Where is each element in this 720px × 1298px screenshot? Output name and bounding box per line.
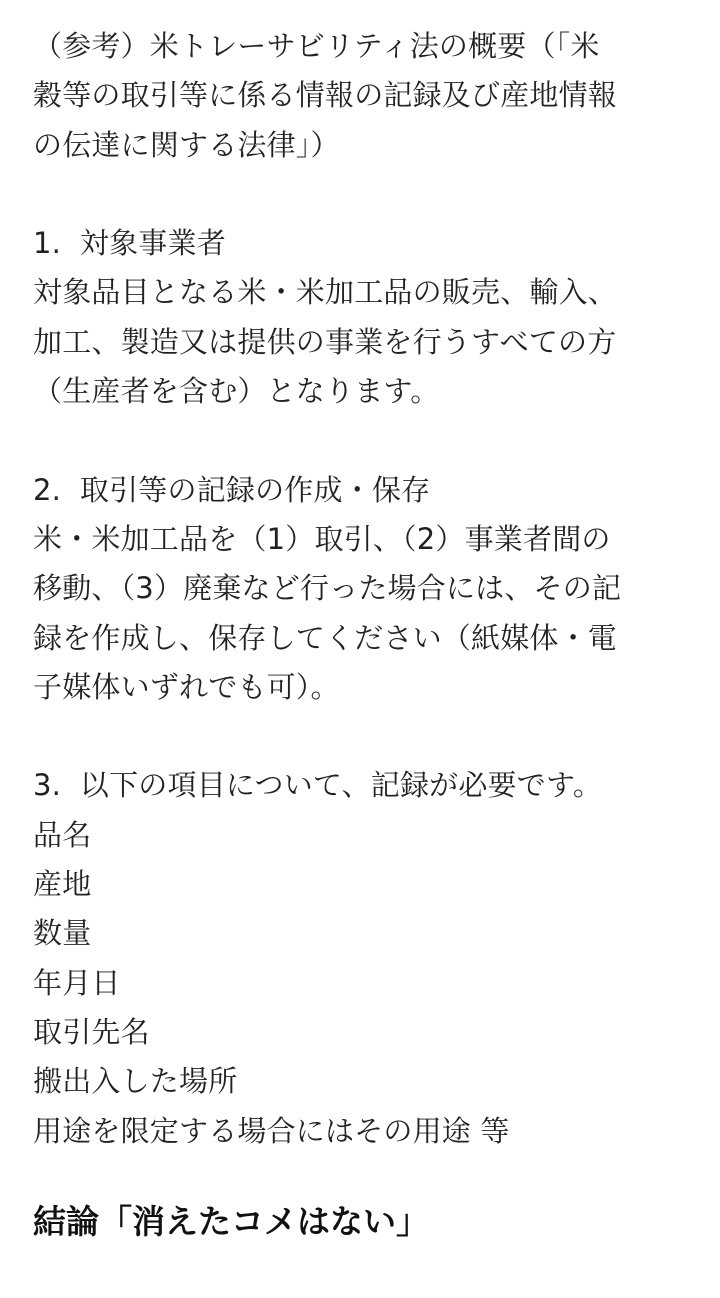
list-item: 年月日	[33, 965, 121, 1000]
intro-line: 穀等の取引等に係る情報の記録及び産地情報	[33, 78, 618, 113]
section-record-keeping	[33, 466, 693, 712]
section-text-line: 対象品目となる米・米加工品の販売、輸入、	[33, 275, 618, 310]
paragraph-spacer	[33, 416, 693, 465]
list-item: 搬出入した場所	[33, 1064, 238, 1099]
paragraph-spacer	[33, 712, 693, 761]
list-item: 数量	[33, 916, 92, 951]
section-text-line: 米・米加工品を（1）取引、（2）事業者間の	[33, 521, 611, 556]
section-heading: 2. 取引等の記録の作成・保存	[33, 472, 431, 507]
section-required-items	[33, 761, 693, 1155]
section-text-line: （生産者を含む）となります。	[33, 374, 440, 409]
section-text-line: 録を作成し、保存してください（紙媒体・電	[33, 620, 618, 655]
article-body	[33, 22, 693, 1156]
section-text-line: 移動、（3）廃棄など行った場合には、その記	[33, 571, 622, 606]
list-item: 産地	[33, 867, 92, 902]
conclusion-heading: 結論「消えたコメはない」	[33, 1202, 429, 1241]
section-heading: 1. 対象事業者	[33, 226, 226, 261]
intro-line: （参考）米トレーサビリティ法の概要（「米	[33, 29, 600, 63]
section-heading: 3. 以下の項目について、記録が必要です。	[33, 768, 603, 803]
list-item: 取引先名	[33, 1014, 150, 1049]
section-text-line: 子媒体いずれでも可）。	[33, 669, 340, 704]
list-item: 用途を限定する場合にはその用途 等	[33, 1113, 510, 1148]
intro-paragraph	[33, 22, 693, 170]
list-item: 品名	[33, 817, 92, 852]
intro-line: の伝達に関する法律」）	[33, 127, 340, 162]
section-text-line: 加工、製造又は提供の事業を行うすべての方	[33, 324, 617, 359]
section-target-businesses	[33, 219, 693, 416]
paragraph-spacer	[33, 170, 693, 219]
